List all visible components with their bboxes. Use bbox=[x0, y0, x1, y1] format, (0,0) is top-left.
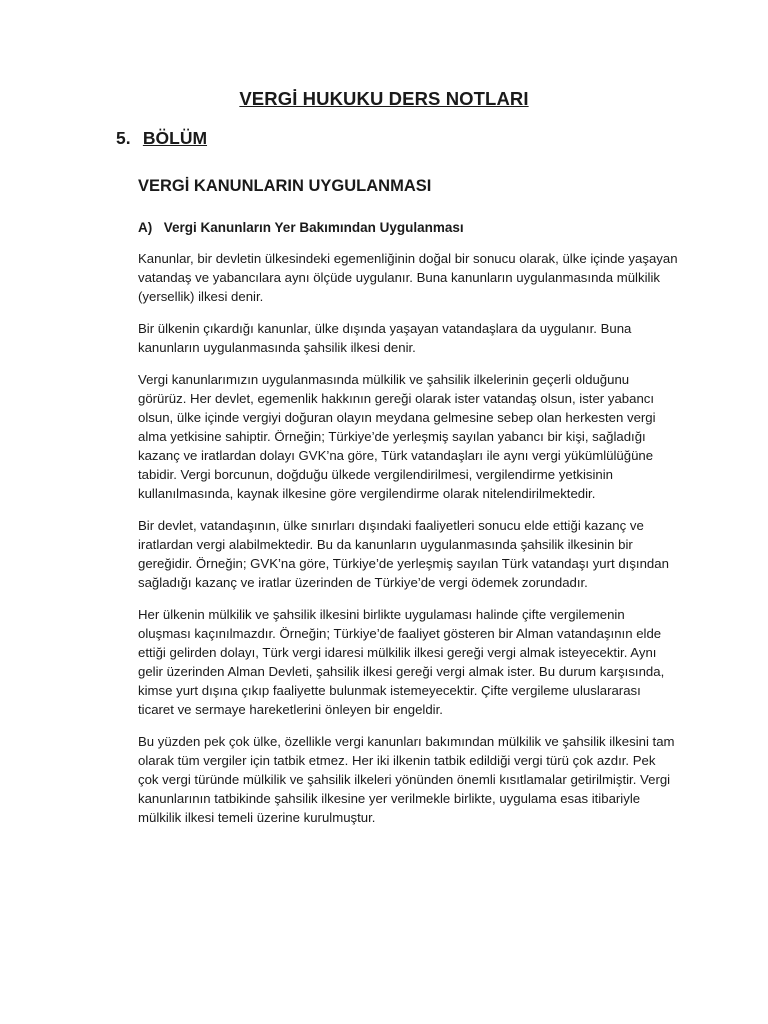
subsection-heading bbox=[138, 220, 464, 235]
section-title: VERGİ KANUNLARIN UYGULANMASI bbox=[138, 177, 432, 195]
subsection-letter: A) bbox=[138, 220, 153, 235]
chapter-label: BÖLÜM bbox=[142, 128, 208, 148]
chapter-heading bbox=[116, 128, 207, 149]
body-text bbox=[138, 249, 678, 840]
paragraph: Bir ülkenin çıkardığı kanunlar, ülke dışında yaşayan vatandaşlara da uygulanır. Buna kanunların uygulanmasında şahsilik ilkesi denir. bbox=[138, 321, 632, 355]
paragraph: Her ülkenin mülkilik ve şahsilik ilkesini birlikte uygulaması halinde çifte vergilemenin oluşması kaçınılmazdır. Örneğin; Türkiye’de faaliyet gösteren bir Alman vatandaşının elde ettiği gelirden dolayı, Türk vergi idaresi mülkilik ilkesi gereği vergi almak isteyecektir. Aynı gelir üzerinden Alman Devleti, şahsilik ilkesi gereği vergi almak ister. Bu durum karşısında, kimse yurt dışına çıkıp faaliyette bulunmak istemeyecektir. Çifte vergileme uluslararası ticaret ve sermaye hareketlerini önleyen bir engeldir. bbox=[138, 607, 665, 717]
subsection-title: Vergi Kanunların Yer Bakımından Uygulanması bbox=[163, 220, 464, 235]
paragraph: Bu yüzden pek çok ülke, özellikle vergi kanunları bakımından mülkilik ve şahsilik ilkesini tam olarak tüm vergiler için tatbik etmez. Her iki ilkenin tatbik edildiği vergi türü çok azdır. Pek çok vergi türünde mülkilik ve şahsilik ilkeleri yönünden önemli kısıtlamalar getirilmiştir. Vergi kanunlarının tatbikinde şahsilik ilkesine yer verilmekle birlikte, uygulama esas itibariyle mülkilik ilkesi temeli üzerine kurulmuştur. bbox=[138, 734, 675, 825]
paragraph: Vergi kanunlarımızın uygulanmasında mülkilik ve şahsilik ilkelerinin geçerli olduğunu görürüz. Her devlet, egemenlik hakkının gereği olarak ister vatandaş olsun, ister yabancı olsun, ülke içinde vergiyi doğuran olayın meydana gelmesine sebep olan herkesten vergi alma yetkisine sahiptir. Örneğin; Türkiye’de yerleşmiş sayılan yabancı bir kişi, sağladığı kazanç ve iratlardan dolayı GVK’na göre, Türk vatandaşları ile aynı vergi yükümlülüğüne tabidir. Vergi borcunun, doğduğu ülkede vergilendirilmesi, vergilendirme yetkisinin kullanılmasında, kaynak ilkesine göre vergilendirme olarak nitelendirilmektedir. bbox=[138, 372, 656, 501]
document-title: VERGİ HUKUKU DERS NOTLARI bbox=[239, 88, 529, 109]
chapter-number: 5. bbox=[116, 128, 131, 148]
paragraph: Bir devlet, vatandaşının, ülke sınırları dışındaki faaliyetleri sonucu elde ettiği kazanç ve iratlardan vergi alabilmektedir. Bu da kanunların uygulanmasında şahsilik ilkesinin bir gereğidir. Örneğin; GVK’na göre, Türkiye’de yerleşmiş sayılan Türk vatandaşı yurt dışından sağladığı kazanç ve iratlar üzerinden de Türkiye’de vergi ödemek zorundadır. bbox=[138, 518, 669, 590]
paragraph: Kanunlar, bir devletin ülkesindeki egemenliğinin doğal bir sonucu olarak, ülke içinde yaşayan vatandaş ve yabancılara aynı ölçüde uygulanır. Buna kanunların uygulanmasında mülkilik (yersellik) ilkesi denir. bbox=[138, 251, 678, 304]
